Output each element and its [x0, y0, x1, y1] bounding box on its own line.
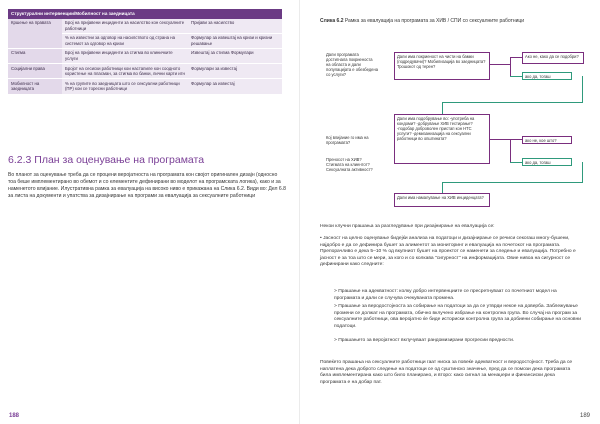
intro-text: Некои клучни прашања за разгледување при дизајнирање на евалуација се: [320, 224, 495, 229]
section-title: 6.2.3 План за оценување на програмата [8, 154, 205, 166]
page-number-left: 188 [9, 413, 20, 419]
figure-caption-text: Рамка за евалуација на програмата за ХИВ / СПИ со сексуалните работници [343, 18, 525, 24]
table-cell-category: Социјални права [8, 64, 62, 79]
table-cell-tool: Извештај за стигма Формулари [188, 48, 282, 63]
flow-box-incidence: Дали има намалување на ХИВ инциденцата? [394, 193, 490, 207]
figure-caption-label: Слика 6.2 [320, 18, 344, 24]
indicators-table [8, 9, 282, 95]
flow-connector [510, 76, 522, 77]
table-cell-indicator: Број на пријавени инциденти за насилство кон сексуалните работници [62, 19, 188, 34]
table-cell-indicator: % на известни за одговор на насилството од страна на системот за одговор на кризи [62, 33, 188, 48]
table-cell-tool: Пријави за насилство [188, 19, 282, 34]
flow-box-improvement: Дали има подобрување во: -употреба на кондоми? -добрување ХИВ тестирање? -подобар доброволен пристап кон НТС услуги? -демизанизација на сексуални работници во општината? [394, 114, 490, 164]
flow-connector [510, 162, 522, 163]
flow-connector [582, 76, 583, 102]
evaluation-flowchart [320, 38, 590, 218]
table-row [8, 79, 282, 94]
flow-connector [510, 139, 511, 162]
flow-outcome-why: ако не, кое што? [522, 136, 572, 144]
flow-connector [490, 139, 510, 140]
table-cell-tool: Формулар за известај [188, 79, 282, 94]
table-cell-category: Кршење на правата [8, 19, 62, 49]
flow-connector [442, 182, 583, 183]
flow-question-impact-detail: Преносот на ХИВ? Стигмата на клиентот? Сексуалната активност? [326, 157, 373, 172]
table-cell-category: Стигма [8, 48, 62, 63]
table-cell-category: Мобилност на заедницата [8, 79, 62, 94]
table-row [8, 48, 282, 63]
sub-bullet-adequacy: > Прашање на адекватност: колку добро интервенциите се пресретнуваат со почетниот модел на програмата и дали се случува очекуваната промена. [334, 289, 557, 301]
table-cell-tool: Формулари за известај [188, 64, 282, 79]
flow-connector [442, 102, 583, 103]
flow-box-coverage: Дали има покриеност на чисти на бамки (подредувачи)? Мобилизација во заедницата? Трошокот од терен? [394, 52, 490, 80]
flow-connector [582, 162, 583, 182]
flow-question-impact: Кој влијание го има на програмата? [326, 135, 369, 145]
table-header: Структурални интервенции/Мобилност на заедницата [8, 9, 282, 19]
closing-paragraph: Повеќето прашања на сексуалните работници гаат ниска за повеќе адекватност и веродостојност. Треба да се наплатена дека доброто следење на податоци се од суштинско значење, пред да се помози дека програмата била имплементирана како што било планирано, и второ: како сигнал за менаџери и финансиски дека програмата е на добар пат. [320, 360, 573, 385]
flow-outcome-then-1: ако да, тогаш [522, 72, 572, 80]
flow-connector [490, 64, 510, 65]
flow-outcome-then-2: ако да, тогаш [522, 158, 572, 166]
table-cell-indicator: Број на пријавени инциденти за стигма во клиничките услуги [62, 48, 188, 63]
table-cell-tool: Формулар за извештај на кризи и кризни решавање [188, 33, 282, 48]
section-paragraph: Во планот за оценување треба да се процени веројатноста на програмата кон својот оригинален дизајн (односно тоа беше имплементирано во обемот и со елементите дефинирани во моделот на програмската логика), како и за наменетото влијание. Илустративна рамка за евалуација на високо ниво е прикажана на Слика 6.2. Види во: Дел 6.8 за листа на документи и упатства за дизајнирање на програми за евалуација за сексуалните работници [8, 172, 286, 200]
figure-caption [320, 18, 588, 24]
flow-question-coverage: Дали програмата достигнала покриеноста на областа и дали популацијата е обезбедена со услуги? [326, 52, 378, 77]
flow-outcome-improve: Ако не, како да се подобри? [522, 52, 584, 64]
table-cell-indicator: Бројот на сесиски работници кои настапиле кон соодното користење на пласман, за стигма во банки, лични карти итн [62, 64, 188, 79]
page-number-right: 189 [579, 413, 590, 419]
sub-bullet-probability: > Прашањето за веројатност вклучуваат рандомизирани прогресии вредности. [334, 338, 515, 343]
flow-connector [442, 182, 443, 193]
flow-connector [510, 57, 522, 58]
bullet-clarity: • Јасност на целно оценување бидејќи анализа на податоци и дизајнирање се речиси секогаш многу-бушени, најдобро е да се дефинира бушет за алиментот за мониторинг и евалуација на почетокот на програмата. Препорачливо е дека 5–10 % од вкупниот бушет на проектот се наменети за следење и евалуација. Потребно е јасност е за тоа што се мери, за кого и со колкава "сигурност" на информацијата. Овие нивоа на сигурност се дефинирани како следните: [320, 236, 576, 268]
flow-connector [442, 102, 443, 114]
table-row [8, 64, 282, 79]
sub-bullet-plausibility: > Прашање за веродостојноста за собирање на податоци за да се утврди некое на доверба. Заблежување промени се должат на програмата, обично вклучено избрање на контролна група. Во случај на програм за сексуалните работници, ова веројатно ќе биде историски контролна група за добиени собирање на основни податоци. [334, 304, 581, 329]
table-row [8, 19, 282, 34]
right-page [300, 0, 600, 424]
flow-connector [510, 57, 511, 76]
flow-connector [510, 139, 522, 140]
table-cell-indicator: % на групите во заедницата што се сексуални работници (ПР) кои се торесни работници [62, 79, 188, 94]
